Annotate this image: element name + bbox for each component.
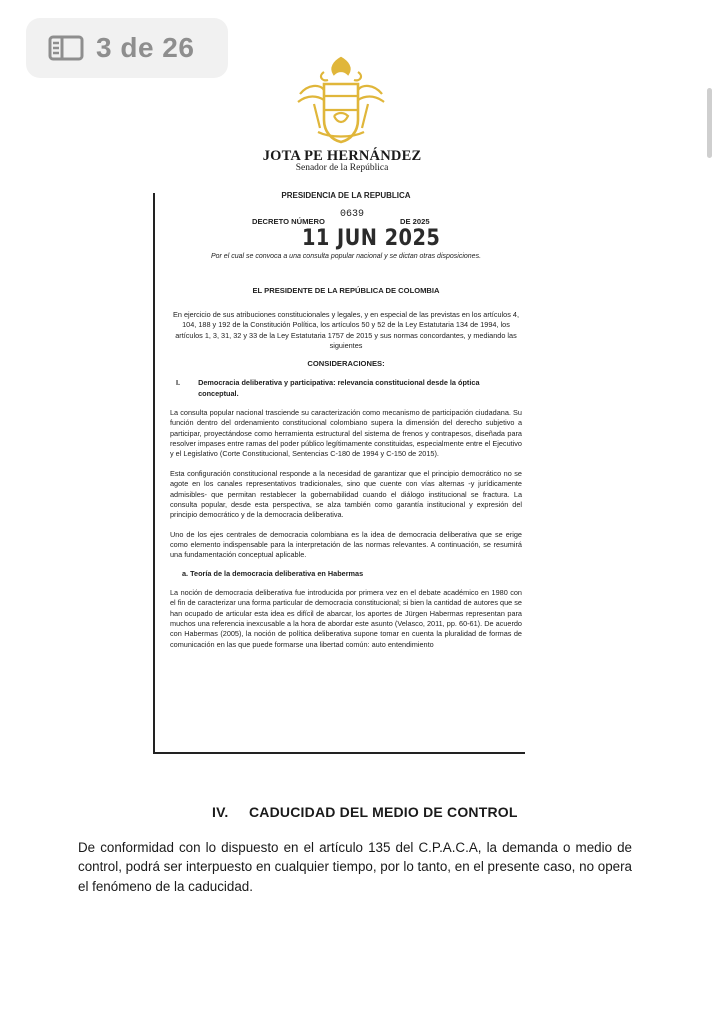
decree-number-row bbox=[170, 205, 522, 252]
decree-president: EL PRESIDENTE DE LA REPÚBLICA DE COLOMBIA bbox=[252, 286, 440, 296]
considerations-heading: CONSIDERACIONES: bbox=[307, 358, 385, 368]
section-number: I. bbox=[176, 378, 181, 388]
scan-border bbox=[153, 752, 525, 754]
section-title: Democracia deliberativa y participativa: relevancia constitucional desde la óptica conceptual. bbox=[198, 378, 480, 398]
scan-border bbox=[153, 193, 155, 753]
page-count: 3 de 26 bbox=[96, 32, 195, 63]
section-iv-heading bbox=[212, 804, 518, 820]
decree-header: PRESIDENCIA DE LA REPUBLICA bbox=[281, 191, 411, 200]
decree-intro: En ejercicio de sus atribuciones constitucionales y legales, y en especial de las previstas en los artículos 4, 104, 188 y 192 de la Constitución Política, los artículos 50 y 52 de la Ley Estatutaria 134 de 1994, los artículos 1, 3, 31, 32 y 33 de la Ley Estatutaria 1757 de 2015 y sus normas concordantes, y mediando las siguientes bbox=[173, 310, 519, 351]
sender-name: JOTA PE HERNÁNDEZ bbox=[262, 148, 422, 164]
page-indicator[interactable] bbox=[26, 18, 228, 78]
decree-paragraph: Esta configuración constitucional responde a la necesidad de garantizar que el principio democrático no se agote en los canales representativos tradicionales, sino que cuente con vías alternas -y jurídicamente admisibles- que permitan restablecer la gobernabilidad cuando el diálogo institucional se fractura. La consulta popular, desde esta perspectiva, se alza también como garantía institucional y expresión del principio democrático y de la democracia deliberativa. bbox=[170, 468, 522, 520]
subsection-heading: a. Teoría de la democracia deliberativa en Habermas bbox=[182, 568, 364, 578]
scrollbar[interactable] bbox=[707, 88, 712, 158]
decree-paragraph: Uno de los ejes centrales de democracia colombiana es la idea de democracia deliberativa que se erige como elemento indispensable para la interpretación de las normas relevantes. A continuación, se resumirá una fundamentación conceptual aplicable. bbox=[170, 529, 522, 560]
section-iv-title: CADUCIDAD DEL MEDIO DE CONTROL bbox=[249, 804, 518, 820]
decree-number-label: DECRETO NÚMERO bbox=[252, 217, 325, 227]
body-paragraph: De conformidad con lo dispuesto en el artículo 135 del C.P.A.C.A, la demanda o medio de control, podrá ser interpuesto en cualquier tiempo, por lo tanto, en el presente caso, no opera el fenómeno de la caducidad. bbox=[78, 840, 632, 894]
decree-summary: Por el cual se convoca a una consulta popular nacional y se dictan otras disposiciones. bbox=[210, 253, 482, 261]
scanned-decree bbox=[170, 190, 522, 650]
book-open-icon bbox=[48, 35, 84, 61]
decree-number-value: 0639 bbox=[340, 209, 365, 221]
section-heading bbox=[170, 378, 522, 399]
decree-year-label: DE 2025 bbox=[400, 217, 430, 227]
sender-role: Senador de la República bbox=[295, 163, 389, 173]
decree-paragraph: La noción de democracia deliberativa fue introducida por primera vez en el debate académico en 1980 con el fin de caracterizar una forma particular de democracia constitucional; si bien la cantidad de autores que se han ocupado de articular esta idea es difícil de abarcar, los aportes de Jürgen Habermas representan para muchos una referencia inexcusable a la hora de abordar este asunto (Velasco, 2011, pp. 60-61). De acuerdo con Habermas (2005), la noción de política deliberativa supone tomar en cuenta la pluralidad de formas de comunicación en las que puede formarse una libertad común: auto entendimiento bbox=[170, 588, 522, 649]
date-stamp: 11 JUN 2025 bbox=[302, 226, 441, 252]
section-iv-number: IV. bbox=[212, 804, 229, 820]
decree-paragraph: La consulta popular nacional trasciende su caracterización como mecanismo de participación ciudadana. Su función dentro del ordenamiento constitucional colombiano supera la dimensión del derecho subjetivo a participar, proyectándose como herramienta estructural del sistema de frenos y contrapesos, diseñada para resolver impases entre ramas del poder público legítimamente constituidas, especialmente entre el Ejecutivo y el Legislativo (Corte Constitucional, Sentencias C-180 de 1994 y C-150 de 2015). bbox=[170, 408, 522, 459]
colombia-coat-of-arms-icon bbox=[294, 54, 388, 146]
